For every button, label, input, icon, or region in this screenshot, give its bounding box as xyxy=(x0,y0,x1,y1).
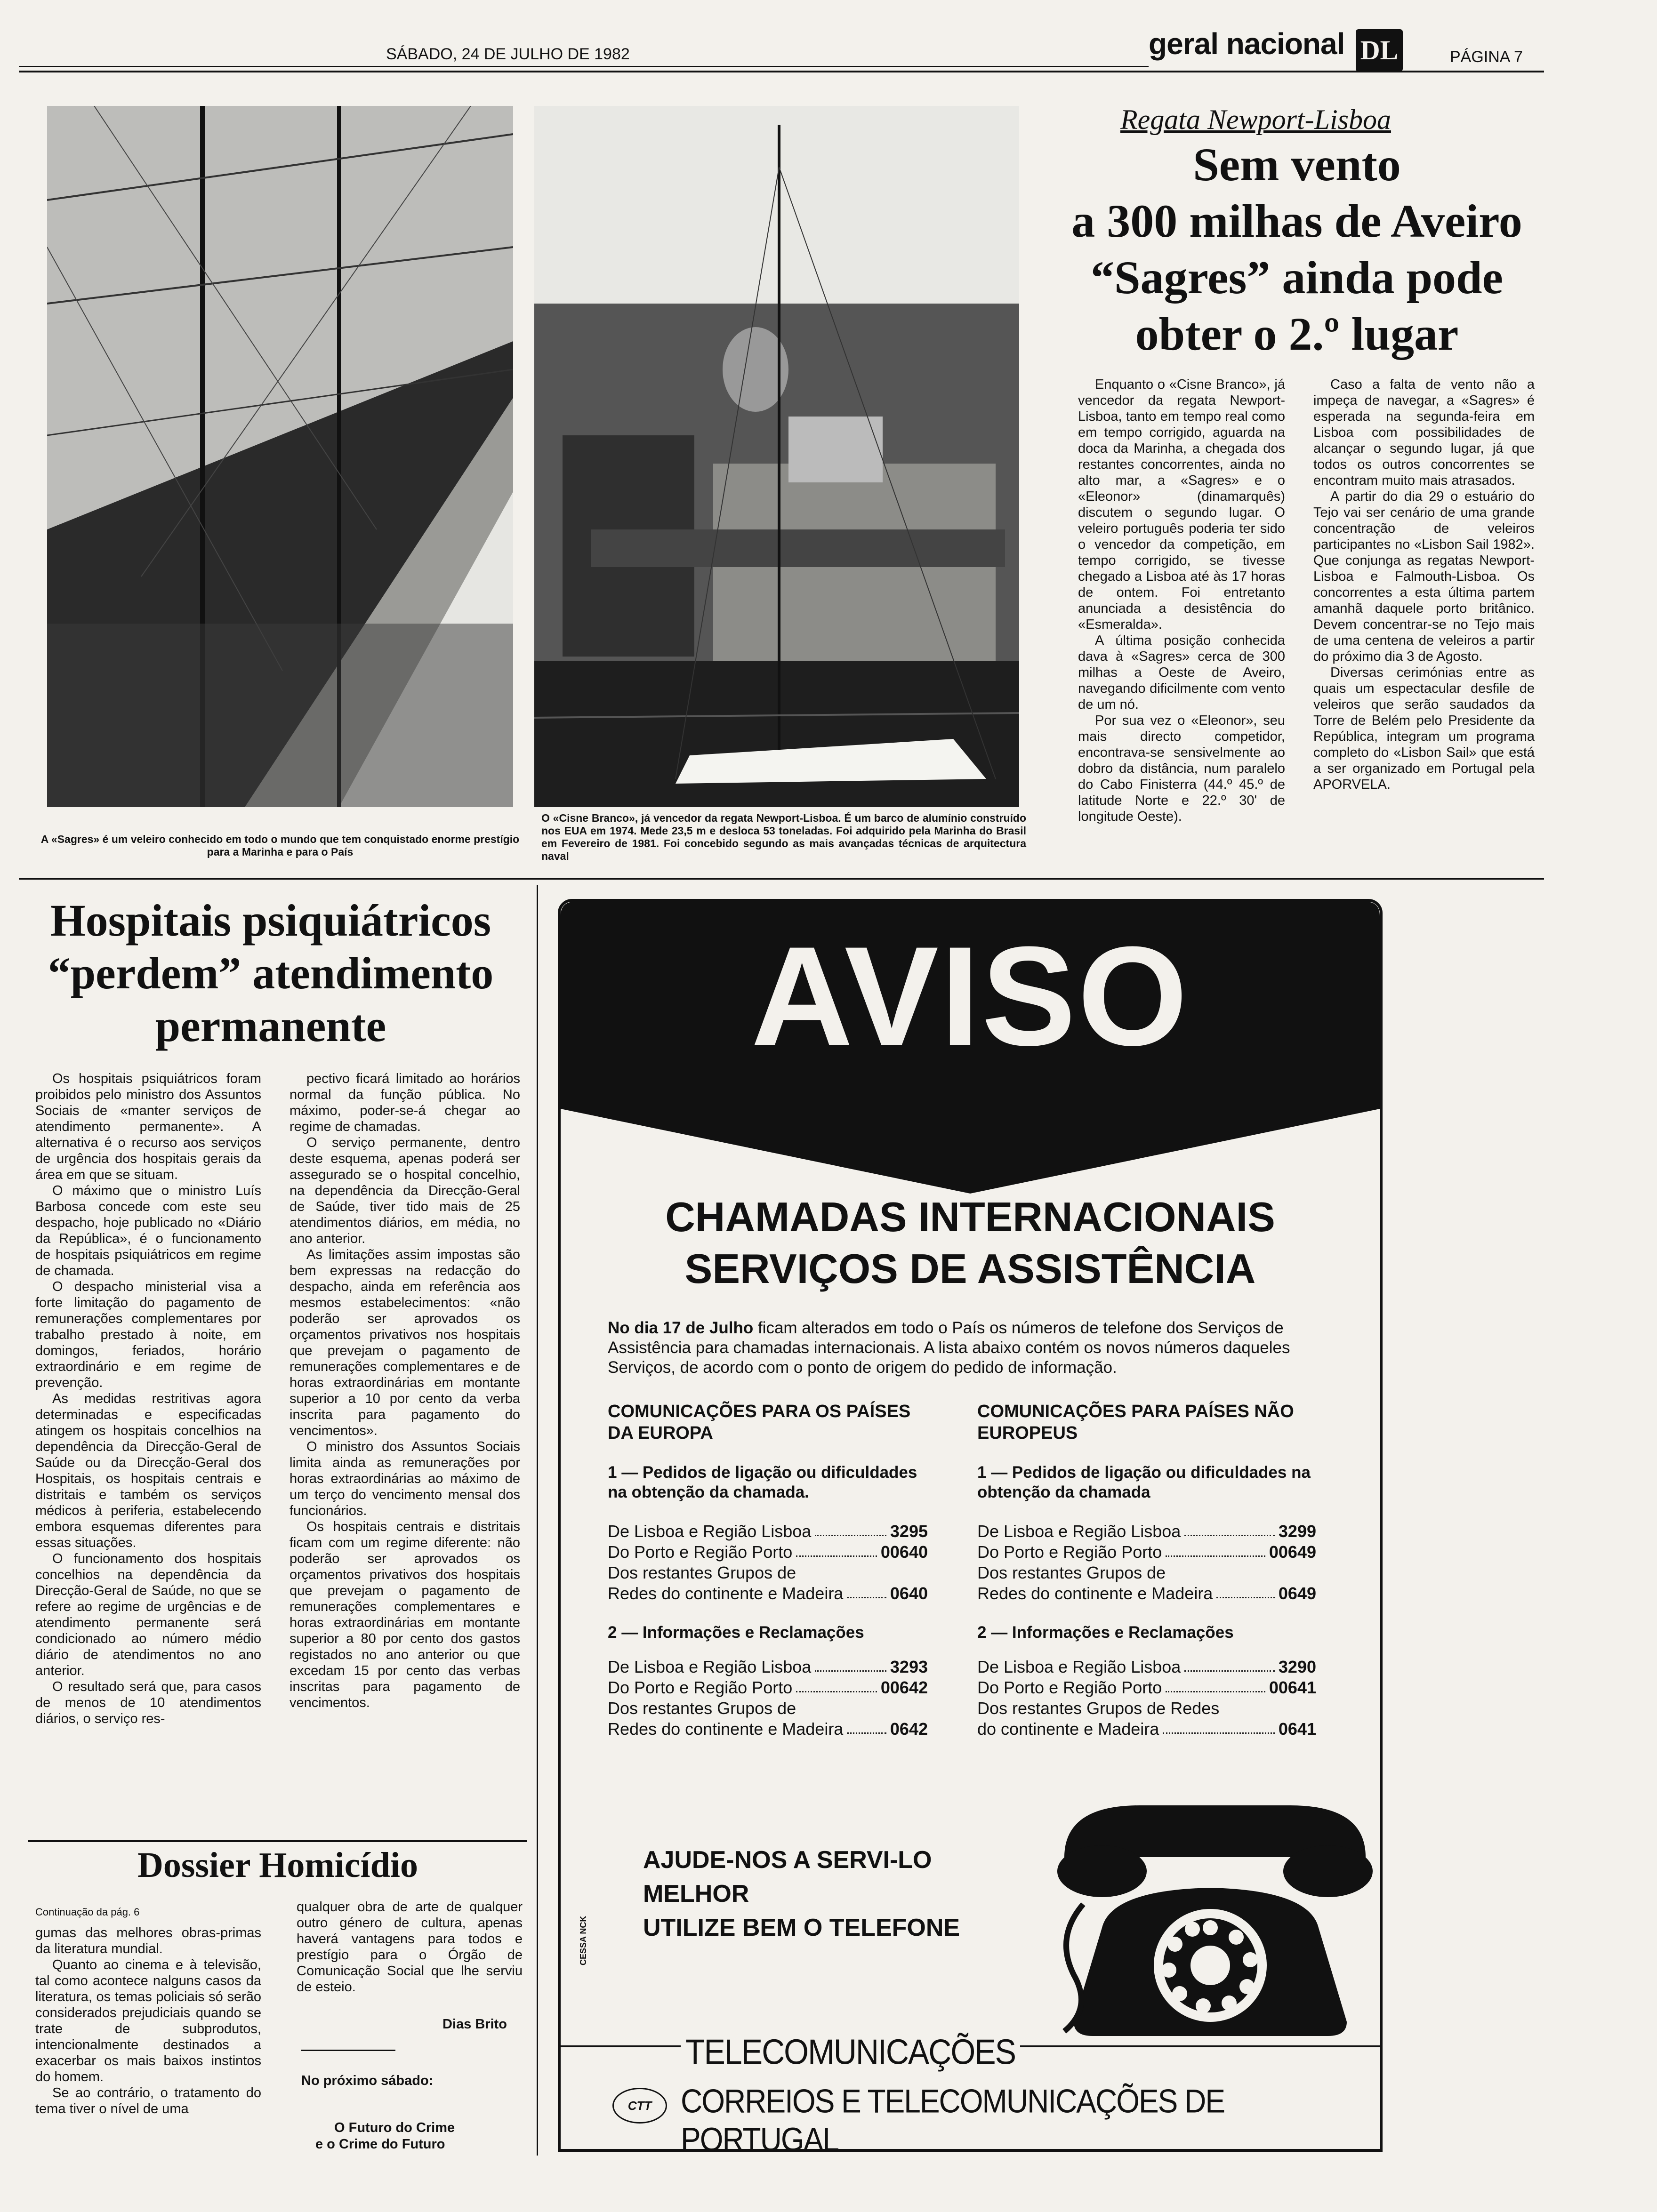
number-row: Redes do continente e Madeira 0642 xyxy=(608,1719,928,1739)
hospitais-headline-line-1: Hospitais psiquiátricos xyxy=(50,895,491,946)
ctt-logo-text: CTT xyxy=(627,2099,652,2113)
aviso-intro-text: ficam alterados em todo o País os números de telefone dos Serviços de Assistência para chamadas internacionais. A lista abaixo contém os novos números daqueles Serviços, de acordo com o ponto de origem do pedido de informação. xyxy=(608,1319,1290,1377)
regata-column-1 xyxy=(1078,377,1285,825)
paragraph: pectivo ficará limitado ao horários normal da função pública. No máximo, poder-se-á chegar ao regime de chamadas. xyxy=(290,1071,520,1134)
paragraph: A última posição conhecida dava à «Sagres» cerca de 300 milhas a Oeste de Aveiro, navegando dificilmente com vento de um nó. xyxy=(1078,633,1285,712)
logo-text: DL xyxy=(1360,35,1399,65)
aviso-advertisement xyxy=(558,899,1383,2158)
europe-sub2-heading: 2 — Informações e Reclamações xyxy=(608,1623,864,1642)
number-row: Do Porto e Região Porto 00642 xyxy=(608,1678,928,1697)
number-row: do continente e Madeira 0641 xyxy=(977,1719,1316,1739)
number-row: Redes do continente e Madeira 0649 xyxy=(977,1584,1316,1603)
ctt-logo xyxy=(612,2088,667,2124)
cisne-branco-caption: O «Cisne Branco», já vencedor da regata Newport-Lisboa. É um barco de alumínio construído nos EUA em 1974. Mede 23,5 m e desloca 53 toneladas. Foi adquirido pela Marinha do Brasil em Fevereiro de 1981. Foi concebido segundo as mais avançadas técnicas de arquitectura naval xyxy=(541,812,1026,862)
aviso-slogan xyxy=(643,1843,960,1945)
aviso-intro xyxy=(608,1318,1333,1378)
section-title: geral nacional xyxy=(1149,27,1345,61)
brand-telecom: TELECOMUNICAÇÕES xyxy=(681,2032,1020,2072)
next-issue-line-1: O Futuro do Crime xyxy=(334,2120,455,2135)
paragraph: O funcionamento dos hospitais concelhios na dependência da Direcção-Geral de Saúde, no que se refere ao regime de urgências e de atendimento permanente será condicionado ao número médio diário de atendimentos no ano anterior. xyxy=(35,1551,261,1678)
non-europe-heading: COMUNICAÇÕES PARA PAÍSES NÃO EUROPEUS xyxy=(977,1402,1294,1443)
sagres-photo xyxy=(47,106,513,807)
paragraph: qualquer obra de arte de qualquer outro género de cultura, apenas haverá vantagens para todos e prestígio para o Órgão de Comunicação Social que lhe serviu de esteio. xyxy=(297,1899,523,1995)
non-europe-sub2-heading: 2 — Informações e Reclamações xyxy=(977,1623,1234,1642)
paragraph: Por sua vez o «Eleonor», seu mais directo competidor, encontrava-se sensivelmente ao dobro da distância, num paralelo do Cabo Finisterra (44.º 45.º de latitude Norte e 22.º 30' de longitude Oeste). xyxy=(1078,713,1285,824)
number-row: Do Porto e Região Porto 00640 xyxy=(608,1542,928,1562)
paragraph: As medidas restritivas agora determinadas e especificadas atingem os hospitais concelhios na dependência da Direcção-Geral de Saúde ou da Direcção-Geral dos Hospitais, os hospitais centrais e distritais e também os serviços médicos à periferia, estabelecendo embora esquemas diferentes para essas situações. xyxy=(35,1391,261,1550)
page-number: PÁGINA 7 xyxy=(1450,48,1523,66)
number-row: Do Porto e Região Porto 00649 xyxy=(977,1542,1316,1562)
newspaper-logo xyxy=(1356,29,1403,72)
aviso-non-europe-column xyxy=(977,1401,1316,1739)
europe-sub2-list xyxy=(608,1657,928,1739)
paragraph: Quanto ao cinema e à televisão, tal como acontece nalguns casos da literatura, os temas policiais só serão considerados prejudiciais quando se trate de subprodutos, intencionalmente destinados a exacerbar os mais baixos instintos do homem. xyxy=(35,1957,261,2084)
dossier-rule xyxy=(28,1840,527,1842)
paragraph: Se ao contrário, o tratamento do tema tiver o nível de uma xyxy=(35,2085,261,2116)
cisne-branco-photo xyxy=(534,106,1019,807)
regata-column-2 xyxy=(1313,377,1535,793)
dossier-column-2 xyxy=(297,1899,523,1995)
column-divider xyxy=(537,885,538,2156)
aviso-title-1: CHAMADAS INTERNACIONAIS xyxy=(665,1194,1275,1240)
brand-ctt: CORREIOS E TELECOMUNICAÇÕES DE PORTUGAL xyxy=(681,2082,1225,2158)
non-europe-sub1-heading: 1 — Pedidos de ligação ou dificuldades na obtenção da chamada xyxy=(977,1463,1311,1501)
number-row: De Lisboa e Região Lisboa 3299 xyxy=(977,1522,1316,1541)
hospitais-headline-line-2: “perdem” atendimento xyxy=(48,948,494,998)
hospitais-column-2 xyxy=(290,1071,520,1711)
europe-heading: COMUNICAÇÕES PARA OS PAÍSES DA EUROPA xyxy=(608,1402,911,1443)
paragraph: O ministro dos Assuntos Sociais limita ainda as remunerações por horas extraordinárias ao máximo de um terço do vencimento mensal dos funcionários. xyxy=(290,1439,520,1518)
dossier-title: Dossier Homicídio xyxy=(137,1845,418,1885)
slogan-line-2: MELHOR xyxy=(643,1880,749,1907)
dossier-next-rule xyxy=(301,2050,395,2051)
sagres-caption: A «Sagres» é um veleiro conhecido em todo o mundo que tem conquistado enorme prestígio para a Marinha e para o País xyxy=(40,833,520,858)
paragraph: A partir do dia 29 o estuário do Tejo vai ser cenário de uma grande concentração de veleiros participantes no «Lisbon Sail 1982». Que conjunga as regatas Newport-Lisboa e Falmouth-Lisboa. Os concorrentes a esta última partem amanhã daquele porto britânico. Devem concentrar-se no Tejo mais de uma centena de veleiros a partir do próximo dia 3 de Agosto. xyxy=(1313,489,1535,664)
number-row: Dos restantes Grupos de xyxy=(608,1699,796,1718)
hospitais-headline-line-3: permanente xyxy=(155,1001,386,1051)
number-row: Dos restantes Grupos de xyxy=(608,1563,796,1582)
paragraph: gumas das melhores obras-primas da literatura mundial. xyxy=(35,1925,261,1956)
paragraph: O resultado será que, para casos de menos de 10 atendimentos diários, o serviço res- xyxy=(35,1679,261,1726)
dossier-column-1 xyxy=(35,1925,261,2117)
dossier-author: Dias Brito xyxy=(442,2017,507,2032)
number-row: Dos restantes Grupos de Redes xyxy=(977,1699,1220,1718)
paragraph: O serviço permanente, dentro deste esquema, apenas poderá ser assegurado se o hospital concelhio, na dependência da Direcção-Geral de Saúde, tiver tido mais de 25 atendimentos diários, em média, no ano anterior. xyxy=(290,1135,520,1246)
header-rule xyxy=(19,71,1544,72)
regata-kicker: Regata Newport-Lisboa xyxy=(1120,104,1392,135)
slogan-line-1: AJUDE-NOS A SERVI-LO xyxy=(643,1846,932,1874)
hospitais-column-1 xyxy=(35,1071,261,1727)
aviso-title-2: SERVIÇOS DE ASSISTÊNCIA xyxy=(684,1245,1256,1292)
regata-headline-line-2: a 300 milhas de Aveiro xyxy=(1071,195,1522,247)
paragraph: O despacho ministerial visa a forte limitação do pagamento de remunerações complementares por trabalho prestado à noite, em domingos, feriados, horário extraordinário e em regime de prevenção. xyxy=(35,1279,261,1390)
europe-sub1-list xyxy=(608,1521,928,1604)
paragraph: Diversas cerimónias entre as quais um espectacular desfile de veleiros que serão saudados da Torre de Belém pelo Presidente da República, integram um programa completo do «Lisbon Sail» que está a ser organizado em Portugal pela APORVELA. xyxy=(1313,665,1535,792)
regata-headline-line-4: obter o 2.º lugar xyxy=(1135,308,1459,360)
regata-headline-line-3: “Sagres” ainda pode xyxy=(1090,251,1504,304)
next-issue-label: No próximo sábado: xyxy=(301,2073,434,2088)
number-row: Dos restantes Grupos de xyxy=(977,1563,1166,1582)
agency-mark: CESSA NCK xyxy=(579,1915,588,1965)
europe-sub1-heading: 1 — Pedidos de ligação ou dificuldades na obtenção da chamada. xyxy=(608,1463,917,1501)
number-row: Redes do continente e Madeira 0640 xyxy=(608,1584,928,1603)
non-europe-sub2-list xyxy=(977,1657,1316,1739)
aviso-europe-column xyxy=(608,1401,928,1739)
top-section-rule xyxy=(19,878,1544,880)
paragraph: Enquanto o «Cisne Branco», já vencedor da regata Newport-Lisboa, tanto em tempo real como em tempo corrigido, aguarda na doca da Marinha, a chegada dos restantes concorrentes, ainda no alto mar, a «Sagres» e o «Eleonor» (dinamarquês) discutem o segundo lugar. O veleiro português poderia ter sido o vencedor da competição, em tempo corrigido, se tivesse chegado a Lisboa até às 17 horas de ontem. Foi entretanto anunciada a desistência do «Esmeralda». xyxy=(1078,377,1285,632)
slogan-line-3: UTILIZE BEM O TELEFONE xyxy=(643,1914,960,1941)
paragraph: Caso a falta de vento não a impeça de navegar, a «Sagres» é esperada na segunda-feira em Lisboa com possibilidades de alcançar o segundo lugar, já que todos os outros concorrentes se encontram muito mais atrasados. xyxy=(1313,377,1535,488)
number-row: De Lisboa e Região Lisboa 3293 xyxy=(608,1657,928,1676)
regata-headline-line-1: Sem vento xyxy=(1193,138,1401,191)
dossier-continuation: Continuação da pág. 6 xyxy=(35,1906,140,1918)
telephone-icon xyxy=(1046,1787,1375,2041)
next-issue-line-2: e o Crime do Futuro xyxy=(315,2137,445,2152)
header-date: SÁBADO, 24 DE JULHO DE 1982 xyxy=(386,45,630,63)
number-row: Do Porto e Região Porto 00641 xyxy=(977,1678,1316,1697)
hospitais-headline xyxy=(19,894,523,1052)
number-row: De Lisboa e Região Lisboa 3295 xyxy=(608,1522,928,1541)
aviso-intro-date: No dia 17 de Julho xyxy=(608,1319,754,1337)
paragraph: O máximo que o ministro Luís Barbosa concede com este seu despacho, hoje publicado no «Diário da República», é o funcionamento de hospitais psiquiátricos em regime de chamada. xyxy=(35,1183,261,1278)
header-rule-left xyxy=(19,66,1149,67)
aviso-banner-text: AVISO xyxy=(751,917,1190,1075)
paragraph: Os hospitais psiquiátricos foram proibidos pelo ministro dos Assuntos Sociais de «manter serviços de atendimento permanente». A alternativa é o recurso aos serviços de urgência dos hospitais gerais da área em que se situam. xyxy=(35,1071,261,1182)
non-europe-sub1-list xyxy=(977,1521,1316,1604)
paragraph: As limitações assim impostas são bem expressas na redacção do despacho, ainda em referência aos mesmos estabelecimentos: «não poderão ser aprovados os orçamentos privativos nos hospitais que prevejam o pagamento de remunerações complementares e de horas extraordinárias em montante superior a 10 por cento da verba inscrita para pagamento do vencimentos». xyxy=(290,1247,520,1438)
number-row: De Lisboa e Região Lisboa 3290 xyxy=(977,1657,1316,1676)
regata-headline xyxy=(1026,136,1568,362)
paragraph: Os hospitais centrais e distritais ficam com um regime diferente: não poderão ser aprovados os orçamentos privativos dos hospitais que prevejam o pagamento de remunerações complementares e horas extraordinárias em montante superior a 80 por cento dos gastos registados no ano anterior ou que excedam 15 por cento das verbas inscritas para pagamento de vencimentos. xyxy=(290,1519,520,1710)
